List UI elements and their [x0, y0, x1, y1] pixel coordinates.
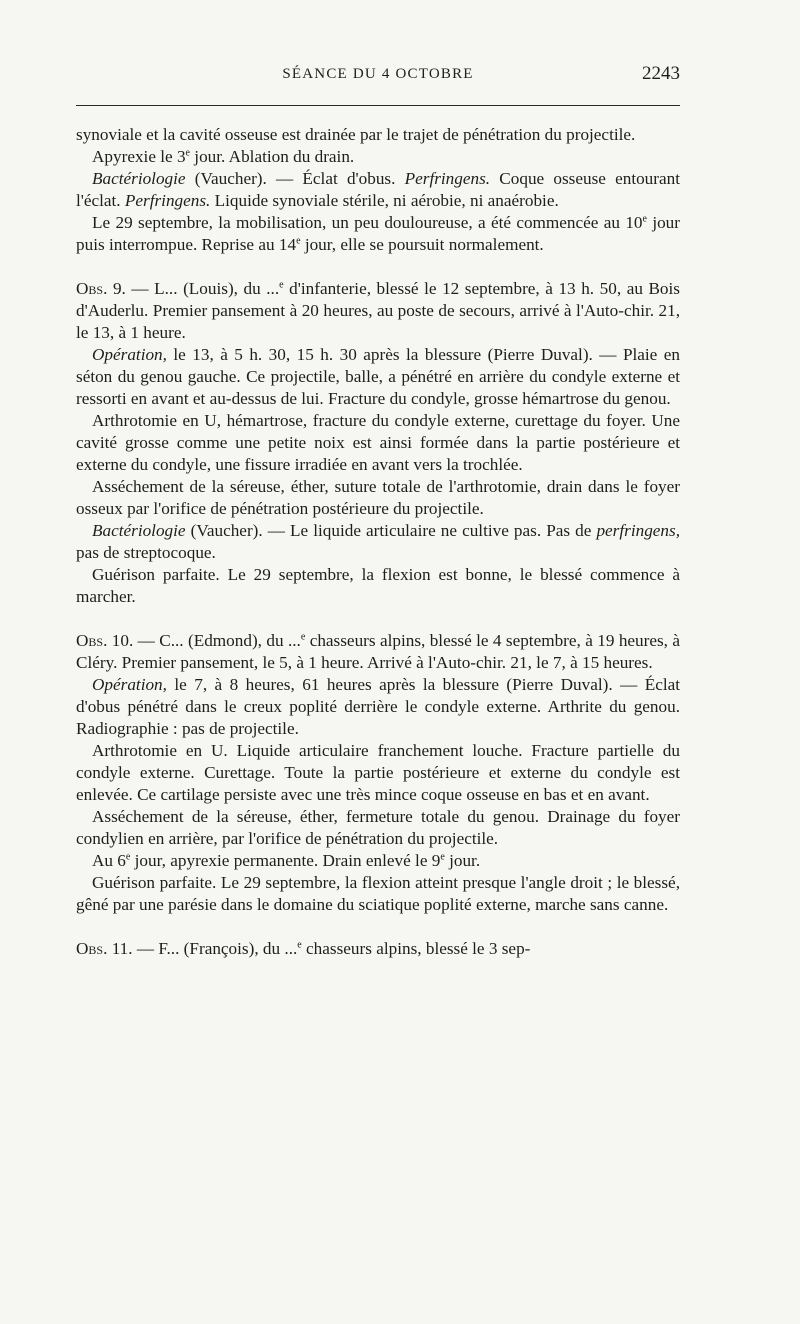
italic-text: Bactériologie	[92, 169, 186, 188]
page-header	[76, 63, 680, 90]
text-run: Au 6	[92, 851, 126, 870]
body-paragraph	[76, 872, 680, 916]
italic-text: Perfringens.	[404, 169, 491, 188]
text-run: Le 29 septembre, la mobilisation, un peu douloureuse, a été commencée au 10	[92, 213, 643, 232]
body-paragraph	[76, 520, 680, 564]
body-paragraph	[76, 476, 680, 520]
superscript: e	[440, 851, 445, 863]
text-run: Guérison parfaite. Le 29 septembre, la flexion atteint presque l'angle droit ; le blessé, gêné par une parésie dans le domaine du sciatique poplité externe, marche sans canne.	[76, 873, 680, 914]
text-run: Apyrexie le 3	[92, 147, 186, 166]
text-run: Asséchement de la séreuse, éther, fermeture totale du genou. Drainage du foyer condylien en arrière, par l'orifice de pénétration du projectile.	[76, 807, 680, 848]
italic-text: Opération,	[92, 345, 167, 364]
body-paragraph	[76, 410, 680, 476]
page-number: 2243	[642, 63, 680, 84]
obs-label: Obs.	[76, 939, 108, 958]
text-run: 11. — F... (François), du ...	[107, 939, 298, 958]
body-paragraph	[76, 674, 680, 740]
text-run: le 13, à 5 h. 30, 15 h. 30 après la blessure (Pierre Duval). — Plaie en séton du genou gauche. Ce projectile, balle, a pénétré en arrière du condyle externe et ressorti en avant et au-dessus de lui. Fracture du condyle, grosse hémartrose du genou.	[76, 345, 680, 408]
text-run: le 7, à 8 heures, 61 heures après la blessure (Pierre Duval). — Éclat d'obus pénétré dans le creux poplité derrière le condyle externe. Arthrite du genou. Radiographie : pas de projectile.	[76, 675, 680, 738]
body-paragraph	[76, 168, 680, 212]
running-title: SÉANCE DU 4 OCTOBRE	[282, 66, 474, 82]
header-rule	[76, 105, 680, 106]
text-run: (Vaucher). — Le liquide articulaire ne cultive pas. Pas de	[185, 521, 597, 540]
text-run: 10. — C... (Edmond), du ...	[107, 631, 301, 650]
body-paragraph	[76, 212, 680, 256]
body-paragraph	[76, 740, 680, 806]
body-paragraph	[76, 344, 680, 410]
page-body	[76, 124, 680, 960]
italic-text: Opération,	[92, 675, 167, 694]
obs-label: Obs.	[76, 631, 108, 650]
superscript: e	[296, 235, 301, 247]
superscript: e	[125, 851, 131, 863]
body-paragraph	[76, 124, 680, 146]
text-run: Guérison parfaite. Le 29 septembre, la flexion est bonne, le blessé commence à marcher.	[76, 565, 680, 606]
body-paragraph	[76, 146, 680, 168]
obs-label: Obs.	[76, 279, 108, 298]
text-run: jour. Ablation du drain.	[190, 147, 355, 166]
observation-heading-paragraph	[76, 278, 680, 344]
text-run: jour, elle se poursuit normalement.	[300, 235, 544, 254]
text-run: Liquide synoviale stérile, ni aérobie, ni anaérobie.	[210, 191, 559, 210]
text-run: Arthrotomie en U. Liquide articulaire franchement louche. Fracture partielle du condyle externe. Curettage. Toute la partie postérieure et externe du condyle est enlevée. Ce cartilage persiste avec une très mince coque osseuse en bas et en avant.	[76, 741, 680, 804]
body-paragraph	[76, 806, 680, 850]
italic-text: perfringens,	[596, 521, 680, 540]
text-run: jour.	[444, 851, 481, 870]
observation-heading-paragraph	[76, 630, 680, 674]
body-paragraph	[76, 564, 680, 608]
superscript: e	[279, 279, 284, 291]
body-paragraph	[76, 850, 680, 872]
text-run: Asséchement de la séreuse, éther, suture totale de l'arthrotomie, drain dans le foyer osseux par l'orifice de pénétration postérieure du projectile.	[76, 477, 680, 518]
text-run: chasseurs alpins, blessé le 4 septembre, à 19 heures, à Cléry. Premier pansement, le 5, à 1 heure. Arrivé à l'Auto-chir. 21, le 7, à 15 heures.	[76, 631, 680, 672]
text-run: jour puis interrompue. Reprise au 14	[76, 213, 681, 254]
superscript: e	[642, 213, 647, 225]
text-run: d'infanterie, blessé le 12 septembre, à 13 h. 50, au Bois d'Auderlu. Premier pansement à 20 heures, au poste de secours, arrivé à l'Auto-chir. 21, le 13, à 1 heure.	[76, 279, 680, 342]
italic-text: Perfringens.	[124, 191, 211, 210]
text-run: synoviale et la cavité osseuse est drainée par le trajet de pénétration du projectile.	[76, 125, 636, 144]
text-run: pas de streptocoque.	[76, 543, 216, 562]
superscript: e	[185, 147, 190, 159]
text-run: chasseurs alpins, blessé le 3 sep-	[301, 939, 531, 958]
superscript: e	[300, 631, 306, 643]
italic-text: Bactériologie	[92, 521, 186, 540]
text-run: 9. — L... (Louis), du ...	[107, 279, 280, 298]
text-run: (Vaucher). — Éclat d'obus.	[185, 169, 405, 188]
text-run: jour, apyrexie permanente. Drain enlevé le 9	[130, 851, 441, 870]
text-run: Coque osseuse entourant l'éclat.	[76, 169, 681, 210]
superscript: e	[297, 939, 302, 951]
observation-heading-paragraph	[76, 938, 680, 960]
text-run: Arthrotomie en U, hémartrose, fracture du condyle externe, curettage du foyer. Une cavité grosse comme une petite noix est ainsi formée dans la partie postérieure et externe du condyle, une fissure irradiée en avant vers la trochlée.	[76, 411, 680, 474]
